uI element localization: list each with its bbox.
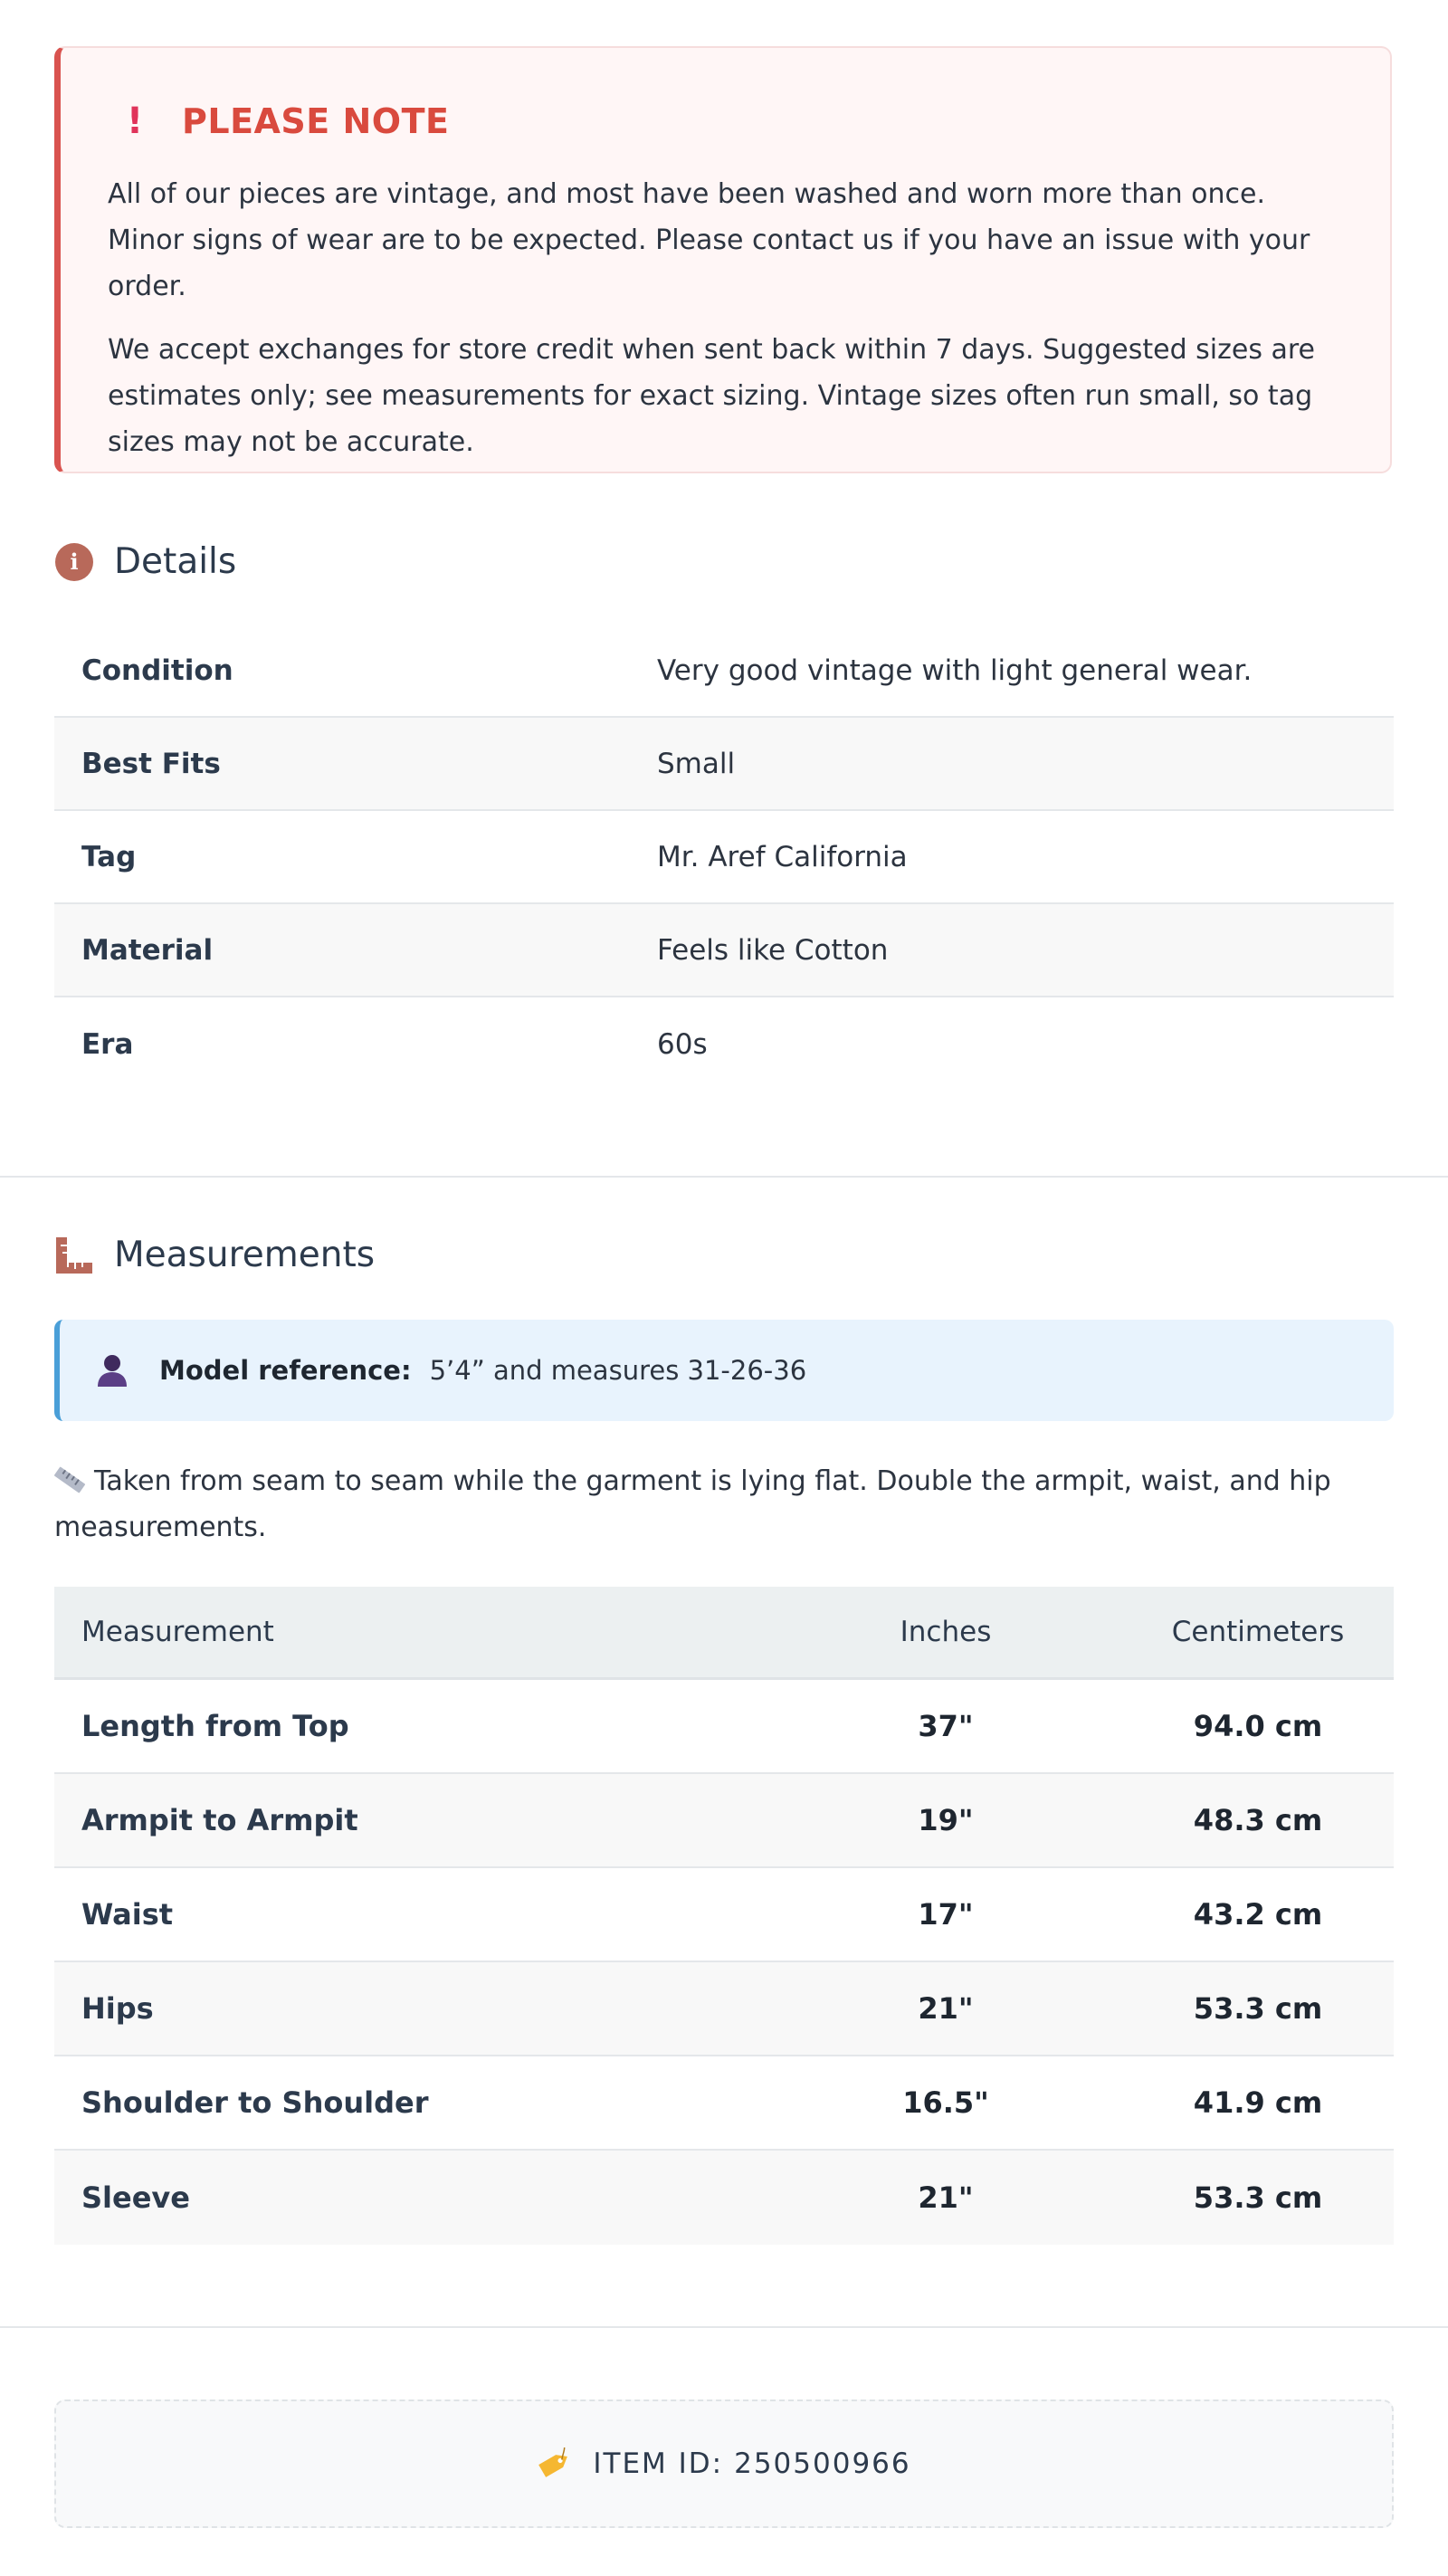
details-label: Condition [81,654,233,687]
measurement-inches: 19" [918,1803,974,1837]
table-row [54,1774,1394,1868]
details-row-best-fits [54,718,1394,811]
notice-header [108,97,1345,146]
notice-paragraph-wear: All of our pieces are vintage, and most have been washed and worn more than once. Minor signs of wear are to be expected. Please contact us if you have an issue with your order. [108,178,1310,302]
info-circle-icon: i [54,542,94,582]
table-row [54,2056,1394,2151]
item-id-value: 250500966 [734,2447,911,2480]
details-table [54,625,1394,1091]
details-label: Material [81,933,214,967]
measurement-name: Hips [81,1991,154,2026]
measurement-cm: 48.3 cm [1193,1803,1323,1837]
measurement-name: Sleeve [81,2180,190,2215]
measurement-inches: 17" [918,1897,974,1932]
details-value: 60s [657,1027,708,1061]
table-row [54,2151,1394,2245]
please-note-box [54,46,1392,473]
model-reference-box [54,1320,1394,1421]
person-icon [94,1352,130,1388]
measurement-inches: 21" [918,2180,974,2215]
tag-icon [537,2447,573,2480]
measurements-table-body [54,1680,1394,2245]
measurement-name: Armpit to Armpit [81,1803,358,1837]
measurement-cm: 43.2 cm [1193,1897,1323,1932]
notice-paragraph-exchanges: We accept exchanges for store credit when sent back within 7 days. Suggested sizes are estimates only; see measurements for exact sizing. Vintage sizes often run small, so tag sizes may not be accurate. [108,334,1316,458]
details-header [54,541,236,582]
details-label: Era [81,1027,134,1061]
exclamation-icon: ! [126,100,144,142]
details-value: Mr. Aref California [657,840,908,873]
ruler-icon [54,1236,94,1275]
details-row-condition [54,625,1394,718]
measurements-header [54,1235,375,1275]
details-row-era [54,997,1394,1091]
details-title: Details [114,541,237,582]
column-header-measurement: Measurement [81,1616,274,1648]
details-value: Feels like Cotton [657,933,889,967]
section-divider [0,1176,1448,1178]
measurement-name: Shoulder to Shoulder [81,2085,429,2120]
measurement-note [54,1458,1376,1550]
model-reference-label: Model reference: [159,1355,412,1386]
table-row [54,1868,1394,1962]
table-row [54,1680,1394,1774]
measurement-cm: 94.0 cm [1193,1709,1323,1743]
measurement-inches: 37" [918,1709,974,1743]
measurement-inches: 16.5" [902,2085,989,2120]
measurements-table [54,1587,1394,2245]
details-value: Small [657,747,736,780]
measurement-cm: 53.3 cm [1193,2180,1323,2215]
measurements-table-header [54,1587,1394,1680]
notice-title: PLEASE NOTE [182,101,450,141]
details-row-material [54,904,1394,997]
measurement-cm: 41.9 cm [1193,2085,1323,2120]
column-header-centimeters: Centimeters [1171,1616,1345,1648]
item-id-box [54,2399,1394,2528]
measurement-name: Waist [81,1897,174,1932]
measurement-note-text: Taken from seam to seam while the garment is lying flat. Double the armpit, waist, and hip measurements. [54,1465,1331,1543]
details-value: Very good vintage with light general wear. [657,654,1253,687]
model-reference-value: 5’4” and measures 31-26-36 [429,1355,807,1386]
column-header-inches: Inches [900,1616,992,1648]
section-divider [0,2326,1448,2328]
measurement-name: Length from Top [81,1709,349,1743]
measurements-title: Measurements [114,1235,376,1275]
details-row-tag [54,811,1394,904]
details-label: Tag [81,840,137,873]
item-id-label: ITEM ID: [593,2447,724,2480]
measurement-cm: 53.3 cm [1193,1991,1323,2026]
measurement-inches: 21" [918,1991,974,2026]
ruler-icon [54,1462,85,1489]
details-label: Best Fits [81,747,221,780]
table-row [54,1962,1394,2056]
